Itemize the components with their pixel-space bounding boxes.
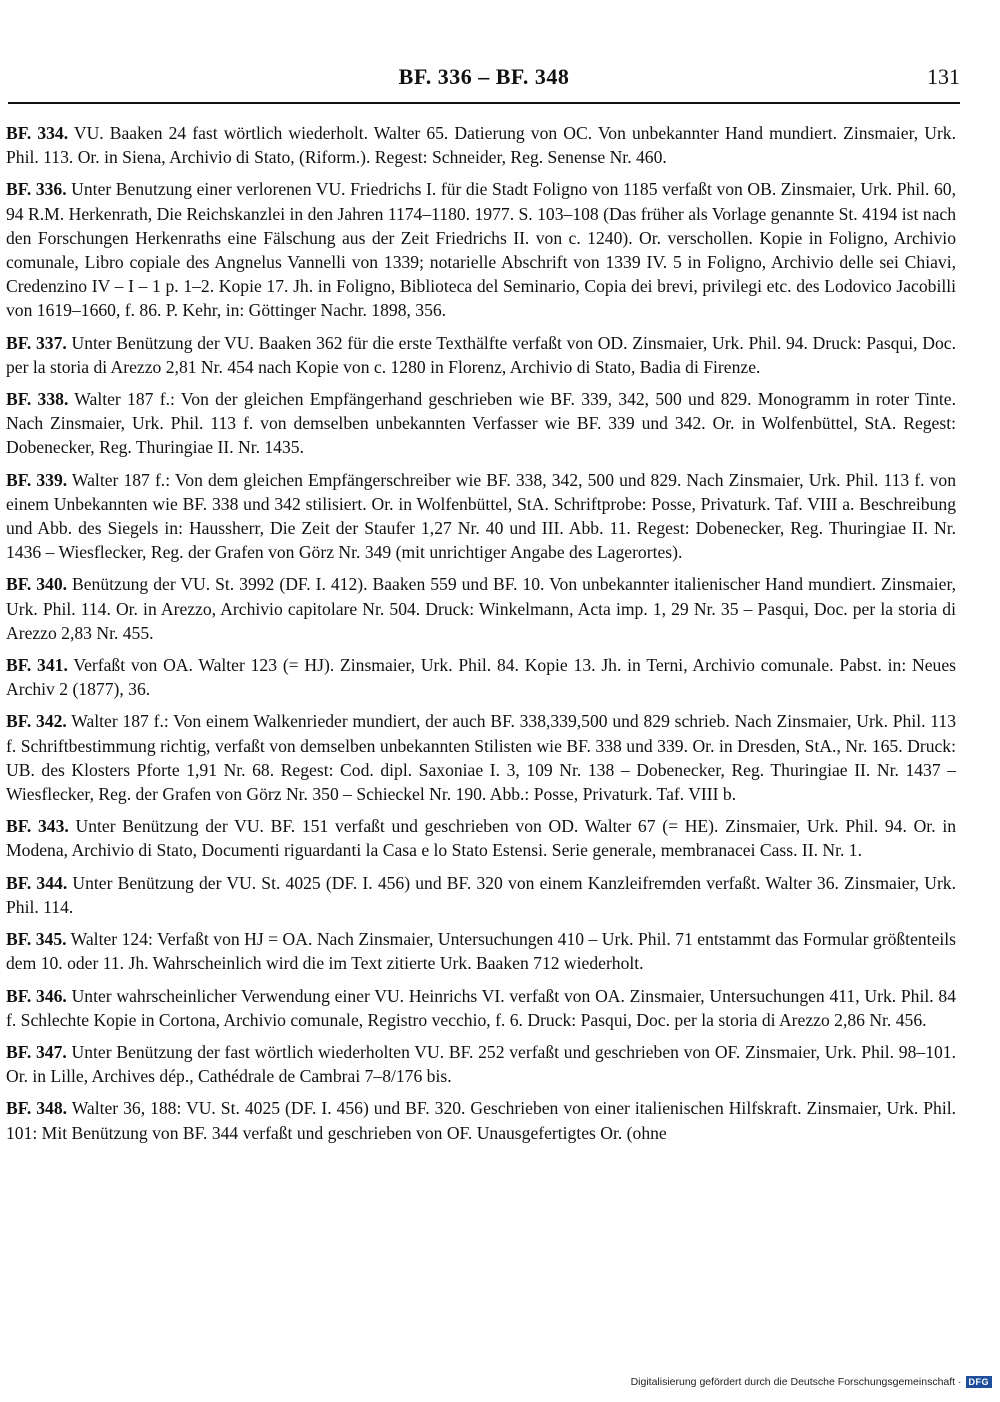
entry-list [6, 121, 956, 1153]
entry-id: BF. 339. [6, 469, 68, 490]
entry-id: BF. 343. [6, 816, 69, 837]
entry-id: BF. 344. [6, 872, 68, 893]
entry-text: Unter wahrscheinlicher Verwendung einer VU. Heinrichs VI. verfaßt von OA. Zinsmaier, Untersuchungen 411, Urk. Phil. 84 f. Schlechte Kopie in Cortona, Archivio comunale, Registro vecchio, f. 6. Druck: Pasqui, Doc. per la storia di Arezzo 2,86 Nr. 456. [6, 985, 956, 1030]
entry-id: BF. 337. [6, 332, 67, 353]
entry-text: Walter 187 f.: Von dem gleichen Empfängerschreiber wie BF. 338, 342, 500 und 829. Nach Zinsmaier, Urk. Phil. 113 f. von einem Unbekannten wie BF. 338 und 342 stilisiert. Or. in Wolfenbüttel, StA. Schriftprobe: Posse, Privaturk. Taf. VIII a. Beschreibung und Abb. des Siegels in: Haussherr, Die Zeit der Staufer 1,27 Nr. 40 und III. Abb. 11. Regest: Dobenecker, Reg. Thuringiae II. Nr. 1436 – Wiesflecker, Reg. der Grafen von Görz Nr. 349 (mit unrichtiger Angabe des Lagerortes). [6, 469, 957, 563]
entry-id: BF. 342. [6, 711, 67, 732]
entry-id: BF. 345. [6, 929, 67, 950]
entry-bf-336 [6, 177, 956, 322]
entry-bf-340 [6, 572, 956, 645]
entry-bf-348 [6, 1096, 956, 1144]
entry-text: Walter 187 f.: Von einem Walkenrieder mundiert, der auch BF. 338,339,500 und 829 schrieb. Nach Zinsmaier, Urk. Phil. 113 f. Schriftbestimmung richtig, verfaßt von demselben unbekannten Stilisten wie BF. 338 und 339. Or. in Dresden, StA., Nr. 165. Druck: UB. des Klosters Pforte 1,91 Nr. 68. Regest: Cod. dipl. Saxoniae I. 3, 109 Nr. 138 – Dobenecker, Reg. Thuringiae II. Nr. 1437 – Wiesflecker, Reg. der Grafen von Görz Nr. 350 – Schieckel Nr. 190. Abb.: Posse, Privaturk. Taf. VIII b. [6, 711, 957, 805]
entry-id: BF. 347. [6, 1041, 67, 1062]
entry-bf-346 [6, 984, 956, 1032]
entry-id: BF. 341. [6, 655, 68, 676]
entry-id: BF. 338. [6, 389, 69, 410]
entry-bf-342 [6, 709, 956, 806]
entry-id: BF. 346. [6, 985, 67, 1006]
entry-bf-338 [6, 387, 956, 460]
page-header [8, 62, 960, 104]
entry-text: Unter Benützung der VU. Baaken 362 für die erste Texthälfte verfaßt von OD. Zinsmaier, Urk. Phil. 94. Druck: Pasqui, Doc. per la storia di Arezzo 2,81 Nr. 454 nach Kopie von c. 1280 in Florenz, Archivio di Stato, Badia di Firenze. [6, 332, 956, 377]
entry-text: Unter Benützung der VU. BF. 151 verfaßt und geschrieben von OD. Walter 67 (= HE). Zinsmaier, Urk. Phil. 94. Or. in Modena, Archivio di Stato, Documenti riguardanti la Casa e lo Stato Estensi. Serie generale, membranacei Cass. II. Nr. 1. [6, 816, 956, 861]
entry-text: Walter 36, 188: VU. St. 4025 (DF. I. 456) und BF. 320. Geschrieben von einer italienischen Hilfskraft. Zinsmaier, Urk. Phil. 101: Mit Benützung von BF. 344 verfaßt und geschrieben von OF. Unausgefertigtes Or. (ohne [6, 1098, 956, 1143]
entry-bf-344 [6, 871, 956, 919]
entry-id: BF. 336. [6, 179, 67, 200]
entry-bf-339 [6, 468, 956, 565]
entry-bf-345 [6, 927, 956, 975]
entry-text: Walter 187 f.: Von der gleichen Empfängerhand geschrieben wie BF. 339, 342, 500 und 829. Monogramm in roter Tinte. Nach Zinsmaier, Urk. Phil. 113 f. von demselben unbekannten Verfasser wie BF. 339 und 342. Or. in Wolfenbüttel, StA. Regest: Dobenecker, Reg. Thuringiae II. Nr. 1435. [6, 389, 956, 458]
entry-id: BF. 340. [6, 574, 68, 595]
page-number: 131 [927, 64, 960, 89]
entry-text: Walter 124: Verfaßt von HJ = OA. Nach Zinsmaier, Untersuchungen 410 – Urk. Phil. 71 entstammt das Formular größtenteils dem 10. oder 11. Jh. Wahrscheinlich wird die im Text zitierte Urk. Baaken 712 wiederholt. [6, 929, 957, 974]
footer-credit [631, 1376, 992, 1388]
running-title: BF. 336 – BF. 348 [398, 64, 570, 89]
entry-text: Benützung der VU. St. 3992 (DF. I. 412). Baaken 559 und BF. 10. Von unbekannter italienischer Hand mundiert. Zinsmaier, Urk. Phil. 114. Or. in Arezzo, Archivio capitolare Nr. 504. Druck: Winkelmann, Acta imp. 1, 29 Nr. 35 – Pasqui, Doc. per la storia di Arezzo 2,83 Nr. 455. [6, 574, 956, 643]
entry-bf-347 [6, 1040, 956, 1088]
entry-text: Unter Benützung der VU. St. 4025 (DF. I. 456) und BF. 320 von einem Kanzleifremden verfaßt. Walter 36. Zinsmaier, Urk. Phil. 114. [6, 872, 956, 917]
footer-credit-text: Digitalisierung gefördert durch die Deutsche Forschungsgemeinschaft · [630, 1376, 962, 1388]
entry-id: BF. 348. [6, 1098, 68, 1119]
entry-text: VU. Baaken 24 fast wörtlich wiederholt. Walter 65. Datierung von OC. Von unbekannter Hand mundiert. Zinsmaier, Urk. Phil. 113. Or. in Siena, Archivio di Stato, (Riform.). Regest: Schneider, Reg. Senense Nr. 460. [6, 123, 956, 168]
entry-bf-334 [6, 121, 956, 169]
entry-text: Unter Benutzung einer verlorenen VU. Friedrichs I. für die Stadt Foligno von 1185 verfaßt von OB. Zinsmaier, Urk. Phil. 60, 94 R.M. Herkenrath, Die Reichskanzlei in den Jahren 1174–1180. 1977. S. 103–108 (Das früher als Vorlage genannte St. 4194 ist nach den Forschungen Herkenraths eine Fälschung aus der Zeit Friedrichs II. von c. 1240). Or. verschollen. Kopie in Foligno, Archivio comunale, Libro copiale des Angnelus Vannelli von 1339; notarielle Abschrift von 1339 IV. 5 in Foligno, Archivio delle sei Chiavi, Credenzino IV – I – 1 p. 1–2. Kopie 17. Jh. in Foligno, Biblioteca del Seminario, Copia dei brevi, privilegi etc. des Lodovico Jacobilli von 1619–1660, f. 86. P. Kehr, in: Göttinger Nachr. 1898, 356. [6, 179, 957, 321]
entry-text: Unter Benützung der fast wörtlich wiederholten VU. BF. 252 verfaßt und geschrieben von OF. Zinsmaier, Urk. Phil. 98–101. Or. in Lille, Archives dép., Cathédrale de Cambrai 7–8/176 bis. [6, 1041, 956, 1087]
entry-bf-343 [6, 814, 956, 862]
entry-bf-341 [6, 653, 956, 701]
entry-id: BF. 334. [6, 123, 69, 143]
dfg-logo: DFG [966, 1376, 993, 1388]
entry-bf-337 [6, 331, 956, 379]
entry-text: Verfaßt von OA. Walter 123 (= HJ). Zinsmaier, Urk. Phil. 84. Kopie 13. Jh. in Terni, Archivio comunale. Pabst. in: Neues Archiv 2 (1877), 36. [6, 655, 956, 700]
